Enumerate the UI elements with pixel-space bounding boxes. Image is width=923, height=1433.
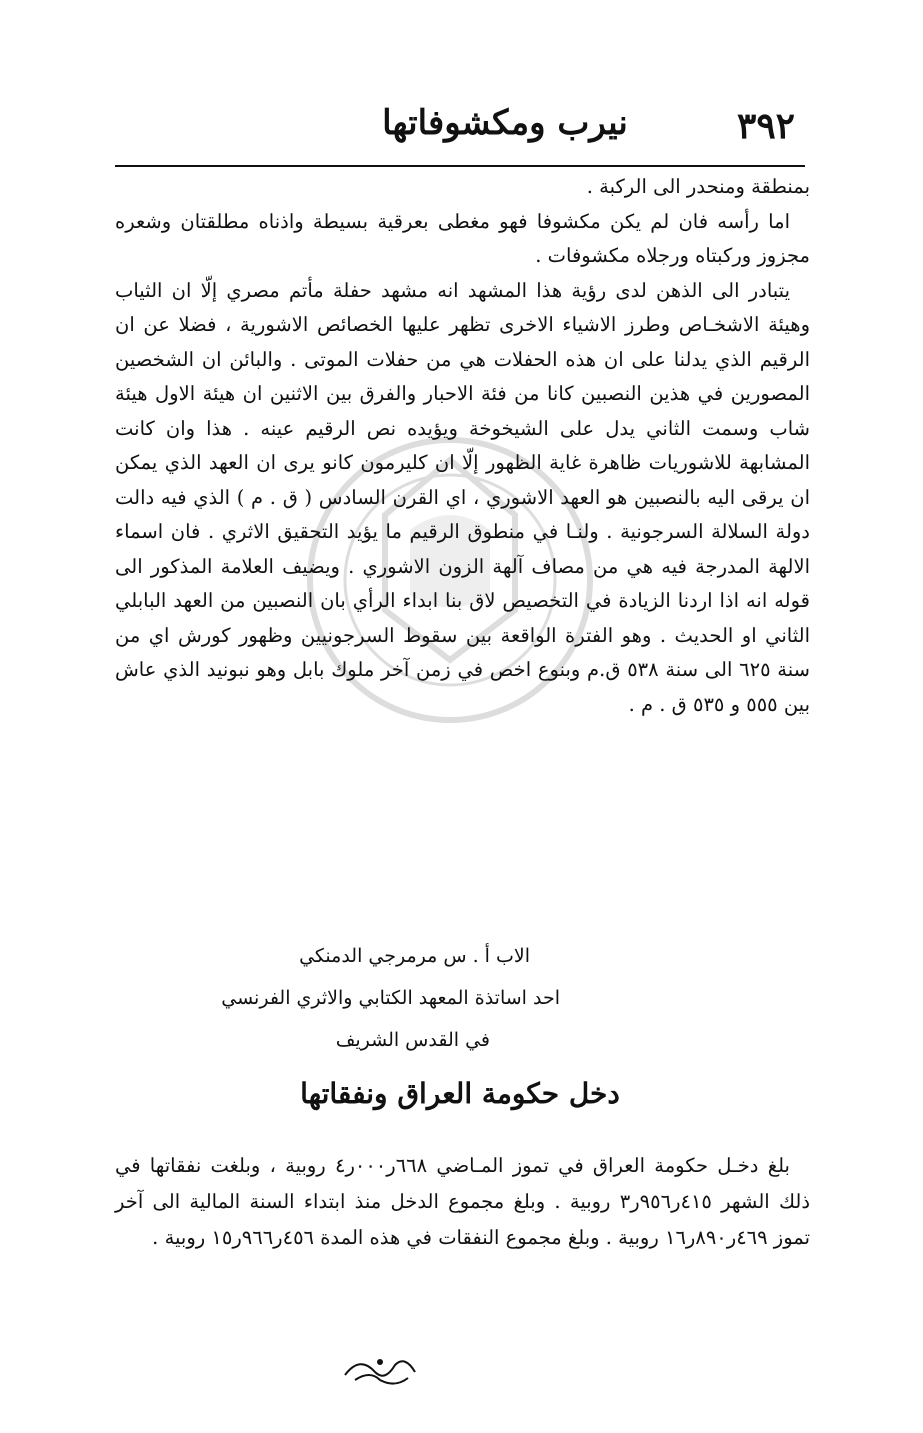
- ornament-icon: [340, 1350, 420, 1390]
- author-place: في القدس الشريف: [335, 1029, 490, 1051]
- author-role: احد اساتذة المعهد الكتابي والاثري الفرنسي: [221, 987, 560, 1009]
- main-text: [115, 170, 810, 722]
- paragraph-1: بمنطقة ومنحدر الى الركبة .: [586, 175, 810, 198]
- paragraph-2: اما رأسه فان لم يكن مكشوفا فهو مغطى بعرقية بسيطة واذناه مطلقتان وشعره مجزوز وركبتاه ورجلاه مكشوفات .: [115, 209, 810, 267]
- section-paragraph: بلغ دخـل حكومة العراق في تموز المـاضي ٦٦٨ر٠٠٠ر٤ روبية ، وبلغت نفقاتها في ذلك الشهر ٤١٥ر٩٥٦ر٣ روبية . وبلغ مجموع الدخل منذ ابتداء السنة المالية الى آخر تموز ٤٦٩ر٨٩٠ر١٦ روبية . وبلغ مجموع النفقات في هذه المدة ٤٥٦ر٩٦٦ر١٥ روبية .: [115, 1154, 810, 1249]
- page-number: ٣٩٢: [736, 105, 795, 147]
- running-title: نيرب ومكشوفاتها: [382, 103, 628, 143]
- paragraph-3: يتبادر الى الذهن لدى رؤية هذا المشهد انه مشهد حفلة مأتم مصري إلّا ان الثياب وهيئة الاشخـاص وطرز الاشياء الاخرى تظهر عليها الخصائص الاشورية ، فضلا عن ان الرقيم الذي يدلنا على ان هذه الحفلات هي من حفلات الموتى . والبائن ان الشخصين المصورين في هذين النصبين كانا من فئة الاحبار والفرق بين الاثنين ان هيئة الاول هيئة شاب وسمت الثاني يدل على الشيخوخة ويؤيده نص الرقيم عينه . هذا وان كانت المشابهة للاشوريات ظاهرة غاية الظهور إلّا ان كليرمون كانو يرى ان العهد الذي يمكن ان يرقى اليه بالنصبين هو العهد الاشوري ، اي القرن السادس ( ق . م ) الذي فيه دالت دولة السلالة السرجونية . ولنـا في منطوق الرقيم ما يؤيد التحقيق الاثري . فان اسماء الالهة المدرجة فيه هي من مصاف آلهة الزون الاشوري . ويضيف العلامة المذكور الى قوله انه اذا اردنا الزيادة في التخصيص لاق بنا ابداء الرأي بان النصبين من العهد البابلي الثاني او الحديث . وهو الفترة الواقعة بين سقوط السرجونيين وظهور كورش اي من سنة ٦٢٥ الى سنة ٥٣٨ ق.م وبنوع اخص في زمن آخر ملوك بابل وهو نبونيد الذي عاش بين ٥٥٥ و ٥٣٥ ق . م .: [115, 278, 810, 716]
- author-signature: [130, 935, 560, 1061]
- section-title: دخل حكومة العراق ونفقاتها: [300, 1077, 620, 1110]
- page-header: [115, 95, 805, 167]
- section-text: [115, 1148, 810, 1256]
- author-name: الاب أ . س مرمرجي الدمنكي: [299, 945, 530, 967]
